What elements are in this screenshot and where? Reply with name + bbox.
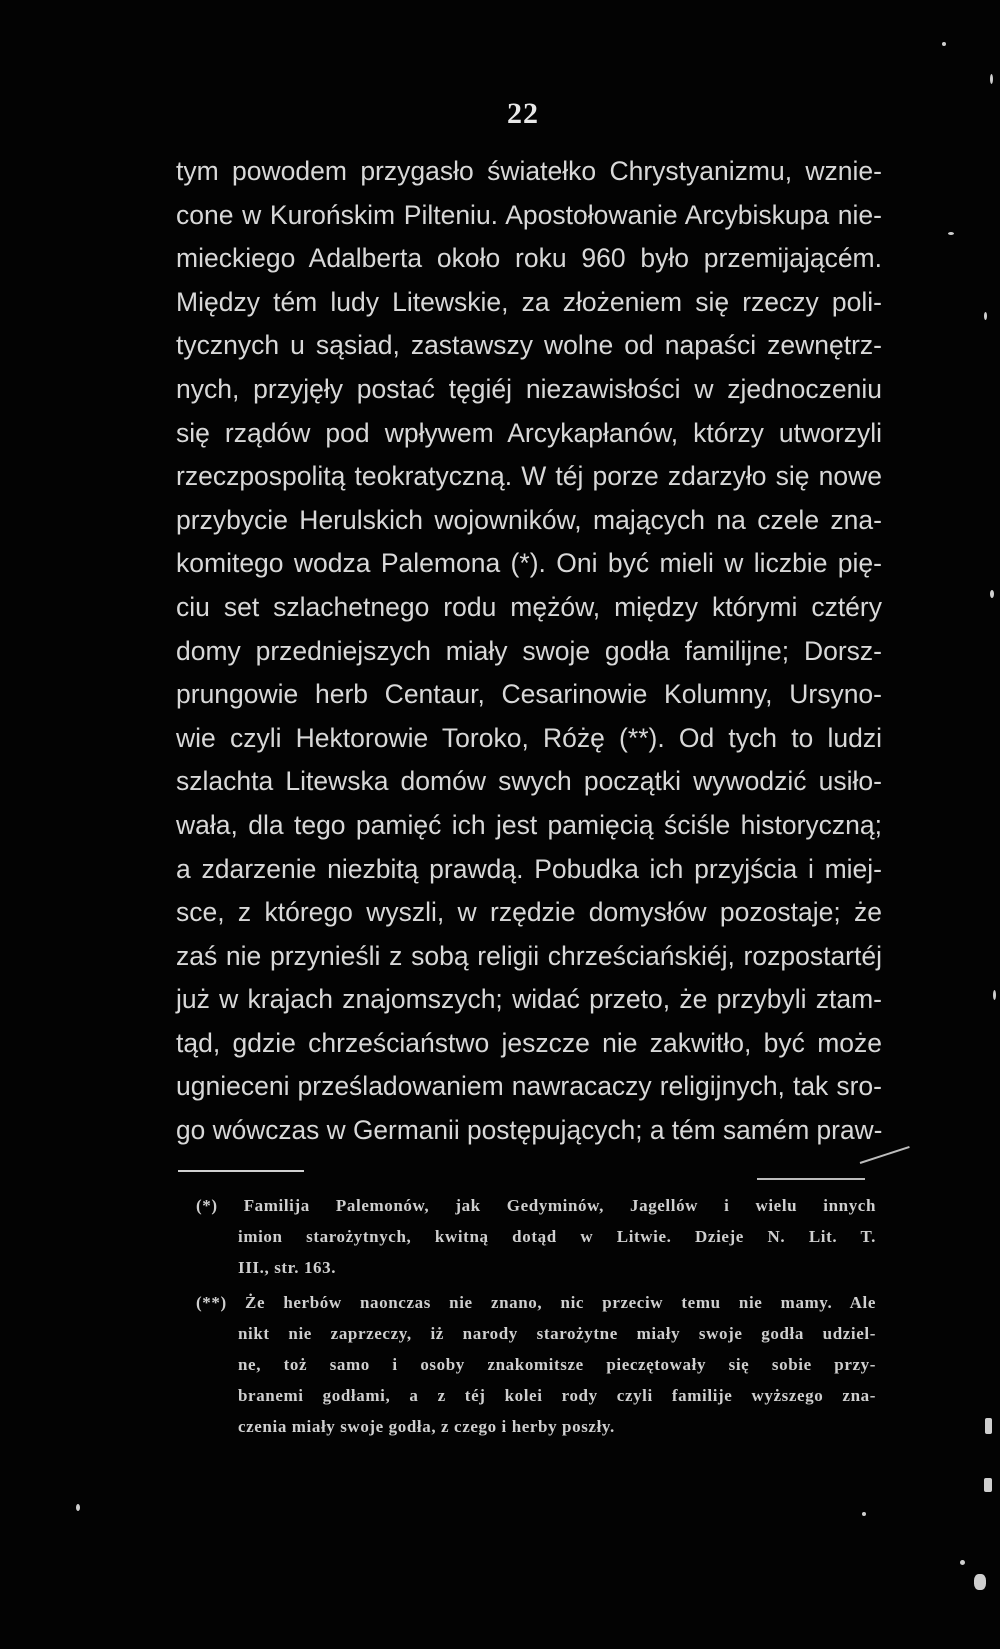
footnote-rule-right	[757, 1178, 865, 1180]
text-line: tąd, gdzie chrześciaństwo jeszcze nie zakwitło, być może	[176, 1027, 882, 1058]
scan-speck	[990, 590, 994, 598]
footnote-line	[196, 1287, 876, 1318]
scan-speck	[985, 1418, 992, 1434]
scan-speck	[984, 312, 987, 320]
footnote-line: ne, toż samo i osoby znakomitsze pieczętowały się sobie przy-	[238, 1355, 876, 1374]
scan-speck	[984, 1478, 992, 1492]
text-line: domy przedniejszych miały swoje godła familijne; Dorsz-	[176, 635, 882, 666]
text-line: tym powodem przygasło światełko Chrystyanizmu, wznie-	[176, 156, 882, 186]
footnote-line: czenia miały swoje godła, z czego i herby poszły.	[238, 1417, 615, 1436]
text-line: ciu set szlachetnego rodu mężów, między którymi cztéry	[176, 591, 882, 622]
footnote-line: branemi godłami, a z téj kolei rody czyli familije wyższego zna-	[238, 1386, 876, 1405]
footnote-line: nikt nie zaprzeczy, iż narody starożytne miały swoje godła udziel-	[238, 1324, 876, 1343]
body-text	[176, 150, 882, 1153]
text-line: rzeczpospolitą teokratyczną. W téj porze zdarzyło się nowe	[176, 461, 882, 492]
scan-speck	[993, 990, 996, 1000]
footnote-2	[196, 1287, 876, 1442]
footnote-line	[196, 1190, 876, 1221]
text-line: a zdarzenie niezbitą prawdą. Pobudka ich przyjścia i miej-	[176, 853, 882, 884]
text-line: zaś nie przynieśli z sobą religii chrześciańskiéj, rozpostartéj	[176, 940, 882, 971]
scan-speck	[942, 42, 946, 46]
footnote-line: III., str. 163.	[238, 1258, 337, 1277]
text-line: mieckiego Adalberta około roku 960 było przemijającém.	[176, 243, 882, 274]
text-line: Między tém ludy Litewskie, za złożeniem się rzeczy poli-	[176, 286, 882, 317]
text-line: wie czyli Hektorowie Toroko, Różę (**). Od tych to ludzi	[176, 722, 882, 753]
text-line: komitego wodza Palemona (*). Oni być mieli w liczbie pię-	[176, 548, 882, 579]
footnote-1	[196, 1190, 876, 1283]
scan-speck	[990, 74, 993, 84]
scan-speck	[948, 232, 954, 235]
footnote-text: Że herbów naonczas nie znano, nic przeciw temu nie mamy. Ale	[245, 1293, 876, 1312]
text-line: wała, dla tego pamięć ich jest pamięcią ściśle historyczną;	[176, 809, 882, 840]
footnote-rule-left	[178, 1170, 304, 1172]
footnote-text: Familija Palemonów, jak Gedyminów, Jagellów i wielu innych	[243, 1196, 876, 1215]
footnote-line: imion starożytnych, kwitną dotąd w Litwie. Dzieje N. Lit. T.	[238, 1227, 876, 1246]
text-line: go wówczas w Germanii postępujących; a tém samém praw-	[176, 1115, 883, 1146]
text-line: przybycie Herulskich wojowników, mających na czele zna-	[176, 504, 882, 535]
page-number: 22	[507, 97, 539, 130]
text-line: nych, przyjęły postać tęgiéj niezawisłości w zjednoczeniu	[176, 373, 882, 404]
text-line: cone w Kurońskim Pilteniu. Apostołowanie Arcybiskupa nie-	[176, 199, 882, 230]
scan-speck	[862, 1512, 866, 1516]
text-line: już w krajach znajomszych; widać przeto, że przybyli ztam-	[176, 984, 882, 1015]
text-line: szlachta Litewska domów swych początki wywodzić usiło-	[176, 766, 882, 797]
footnote-marker: (**)	[196, 1293, 227, 1312]
scan-speck	[76, 1504, 80, 1511]
text-line: sce, z którego wyszli, w rzędzie domysłów pozostaje; że	[176, 897, 882, 928]
text-line: tycznych u sąsiad, zastawszy wolne od napaści zewnętrz-	[176, 330, 882, 361]
scan-speck	[974, 1574, 986, 1590]
text-line: się rządów pod wpływem Arcykapłanów, którzy utworzyli	[176, 417, 882, 448]
scan-speck	[960, 1560, 965, 1565]
text-line: ugnieceni prześladowaniem nawracaczy religijnych, tak sro-	[176, 1071, 882, 1102]
footnote-marker: (*)	[196, 1196, 218, 1215]
text-line: prungowie herb Centaur, Cesarinowie Kolumny, Ursyno-	[176, 679, 882, 710]
footnotes	[196, 1190, 876, 1442]
